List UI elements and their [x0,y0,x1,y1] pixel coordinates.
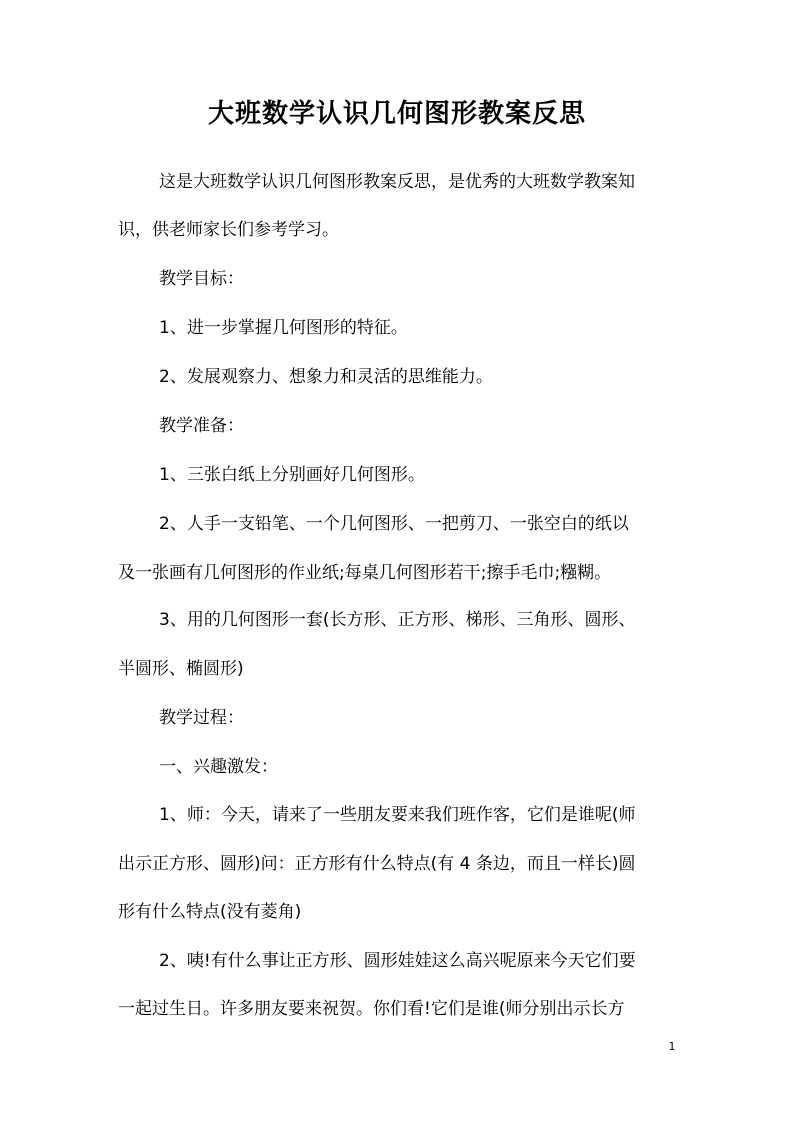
paragraph-line: 这是大班数学认识几何图形教案反思，是优秀的大班数学教案知 [159,172,635,192]
section-heading: 教学过程： [159,708,244,728]
list-item: 1、师：今天，请来了一些朋友要来我们班作客，它们是谁呢(师 [159,805,636,825]
list-item: 2、人手一支铅笔、一个几何图形、一把剪刀、一张空白的纸以 [159,514,629,534]
document-title: 大班数学认识几何图形教案反思 [207,99,586,129]
paragraph-line: 及一张画有几何图形的作业纸;每桌几何图形若干;擦手毛巾;糨糊。 [118,563,612,583]
list-item: 3、用的几何图形一套(长方形、正方形、梯形、三角形、圆形、 [159,610,636,630]
section-heading: 教学准备： [159,416,244,436]
section-heading: 一、兴趣激发： [159,757,278,777]
section-heading: 教学目标： [159,269,244,289]
paragraph-line: 一起过生日。许多朋友要来祝贺。你们看!它们是谁(师分别出示长方 [118,999,625,1019]
list-item: 1、三张白纸上分别画好几何图形。 [159,465,425,485]
list-item: 2、发展观察力、想象力和灵活的思维能力。 [159,367,493,387]
paragraph-line: 出示正方形、圆形)问：正方形有什么特点(有 4 条边，而且一样长)圆 [118,854,636,874]
paragraph-line: 识，供老师家长们参考学习。 [118,220,339,240]
list-item: 2、咦!有什么事让正方形、圆形娃娃这么高兴呢原来今天它们要 [159,951,636,971]
page-number: 1 [668,1040,676,1053]
paragraph-line: 半圆形、椭圆形) [118,659,244,679]
list-item: 1、进一步掌握几何图形的特征。 [159,318,408,338]
paragraph-line: 形有什么特点(没有菱角) [118,902,302,922]
